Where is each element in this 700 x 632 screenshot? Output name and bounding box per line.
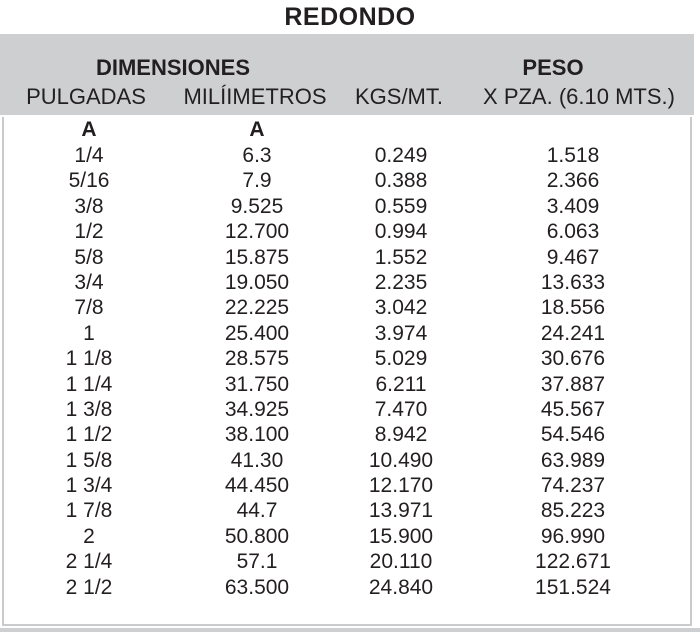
column-header-kgs-por-metro: KGS/MT. bbox=[354, 84, 443, 109]
table-row bbox=[4, 498, 690, 523]
table-column-header-row bbox=[0, 82, 694, 112]
table-row bbox=[4, 372, 690, 397]
table-row bbox=[4, 575, 690, 600]
table-cell: 1/4 bbox=[74, 144, 104, 167]
table-header-band bbox=[0, 34, 694, 115]
table-cell: 5/16 bbox=[68, 169, 110, 193]
table-cell: 3.974 bbox=[374, 321, 428, 345]
table-subheader-row bbox=[4, 117, 690, 143]
table-cell: 1 1/2 bbox=[65, 423, 113, 447]
table-cell: 6.063 bbox=[546, 220, 600, 244]
table-cell: 25.400 bbox=[224, 321, 290, 345]
subheader-cell-a-pulgadas: A bbox=[81, 118, 97, 141]
table-cell: 41.30 bbox=[230, 448, 284, 472]
table-cell: 85.223 bbox=[540, 499, 606, 523]
table-cell: 12.700 bbox=[224, 220, 290, 244]
table-cell: 2 1/2 bbox=[65, 575, 113, 599]
table-cell: 63.500 bbox=[224, 575, 290, 599]
table-cell: 1 1/4 bbox=[65, 372, 113, 396]
table-cell: 1 3/4 bbox=[65, 474, 113, 498]
table-cell: 2 1/4 bbox=[65, 550, 113, 574]
table-cell: 12.170 bbox=[368, 474, 434, 498]
table-row bbox=[4, 219, 690, 244]
table-row bbox=[4, 346, 690, 371]
table-cell: 96.990 bbox=[540, 524, 606, 548]
subheader-cell-a-milimetros: A bbox=[249, 118, 265, 141]
table-cell: 28.575 bbox=[224, 347, 290, 371]
table-row bbox=[4, 549, 690, 574]
table-cell: 18.556 bbox=[540, 296, 606, 320]
table-cell: 9.467 bbox=[546, 245, 600, 269]
table-cell: 3/4 bbox=[74, 270, 104, 294]
table-cell: 50.800 bbox=[224, 524, 290, 548]
table-row bbox=[4, 194, 690, 219]
table-cell: 6.3 bbox=[242, 144, 272, 167]
table-cell: 1 bbox=[83, 321, 95, 345]
table-cell: 20.110 bbox=[369, 550, 433, 574]
column-header-pulgadas: PULGADAS bbox=[26, 84, 146, 109]
table-cell: 37.887 bbox=[540, 372, 606, 396]
table-cell: 10.490 bbox=[368, 448, 434, 472]
sheet-bottom-strip bbox=[0, 628, 700, 632]
table-row bbox=[4, 321, 690, 346]
table-cell: 24.840 bbox=[368, 575, 434, 599]
table-cell: 22.225 bbox=[224, 296, 290, 320]
table-cell: 44.7 bbox=[236, 499, 278, 523]
table-cell: 57.1 bbox=[236, 550, 278, 574]
page-title-bar bbox=[0, 0, 700, 34]
table-cell: 13.971 bbox=[368, 499, 434, 523]
table-cell: 122.671 bbox=[535, 550, 611, 574]
table-cell: 44.450 bbox=[224, 474, 290, 498]
table-cell: 5/8 bbox=[74, 245, 104, 269]
group-header-peso: PESO bbox=[522, 55, 584, 80]
table-cell: 7.470 bbox=[374, 397, 428, 421]
table-cell: 0.388 bbox=[374, 169, 428, 193]
table-cell: 34.925 bbox=[224, 397, 290, 421]
table-cell: 1/2 bbox=[74, 220, 104, 244]
column-header-milimetros: MILÍIMETROS bbox=[183, 84, 327, 109]
table-cell: 7/8 bbox=[74, 296, 104, 320]
table-row bbox=[4, 270, 690, 295]
table-cell: 1.518 bbox=[546, 144, 600, 167]
table-cell: 13.633 bbox=[540, 270, 606, 294]
table-cell: 5.029 bbox=[374, 347, 428, 371]
table-cell: 15.875 bbox=[224, 245, 290, 269]
table-cell: 31.750 bbox=[224, 372, 290, 396]
table-cell: 54.546 bbox=[540, 423, 606, 447]
table-cell: 3.409 bbox=[546, 194, 600, 218]
table-cell: 63.989 bbox=[540, 448, 606, 472]
table-row bbox=[4, 397, 690, 422]
table-cell: 19.050 bbox=[224, 270, 290, 294]
table-rows-container bbox=[4, 117, 690, 600]
table-cell: 0.559 bbox=[374, 194, 428, 218]
table-row bbox=[4, 422, 690, 447]
table-cell: 2.235 bbox=[374, 270, 428, 294]
table-cell: 6.211 bbox=[375, 372, 427, 396]
table-cell: 74.237 bbox=[540, 474, 606, 498]
table-cell: 8.942 bbox=[374, 423, 428, 447]
table-row bbox=[4, 473, 690, 498]
table-cell: 45.567 bbox=[540, 397, 606, 421]
page-title: REDONDO bbox=[284, 2, 416, 31]
table-group-header-row bbox=[0, 54, 694, 81]
table-cell: 30.676 bbox=[540, 347, 606, 371]
table-row bbox=[4, 168, 690, 193]
table-cell: 0.994 bbox=[374, 220, 428, 244]
header-right-margin bbox=[694, 34, 700, 117]
table-cell: 7.9 bbox=[242, 169, 272, 193]
table-cell: 15.900 bbox=[368, 524, 434, 548]
table-cell: 2.366 bbox=[546, 169, 600, 193]
table-cell: 0.249 bbox=[374, 144, 428, 167]
table-cell: 1 5/8 bbox=[65, 448, 113, 472]
table-cell: 9.525 bbox=[230, 194, 284, 218]
table-row bbox=[4, 245, 690, 270]
table-row bbox=[4, 448, 690, 473]
table-cell: 24.241 bbox=[540, 321, 606, 345]
table-cell: 2 bbox=[83, 524, 95, 548]
table-cell: 38.100 bbox=[224, 423, 290, 447]
table-cell: 1 7/8 bbox=[65, 499, 113, 523]
table-cell: 1 1/8 bbox=[65, 347, 113, 371]
table-row bbox=[4, 143, 690, 168]
table-cell: 151.524 bbox=[535, 575, 611, 599]
table-cell: 3/8 bbox=[74, 194, 104, 218]
group-header-dimensiones: DIMENSIONES bbox=[95, 55, 251, 80]
table-cell: 1.552 bbox=[374, 245, 428, 269]
table-body-frame bbox=[2, 117, 692, 626]
table-row bbox=[4, 524, 690, 549]
table-cell: 3.042 bbox=[374, 296, 428, 320]
column-header-peso-por-pieza: X PZA. (6.10 MTS.) bbox=[483, 84, 675, 109]
table-row bbox=[4, 295, 690, 320]
table-cell: 1 3/8 bbox=[65, 397, 113, 421]
